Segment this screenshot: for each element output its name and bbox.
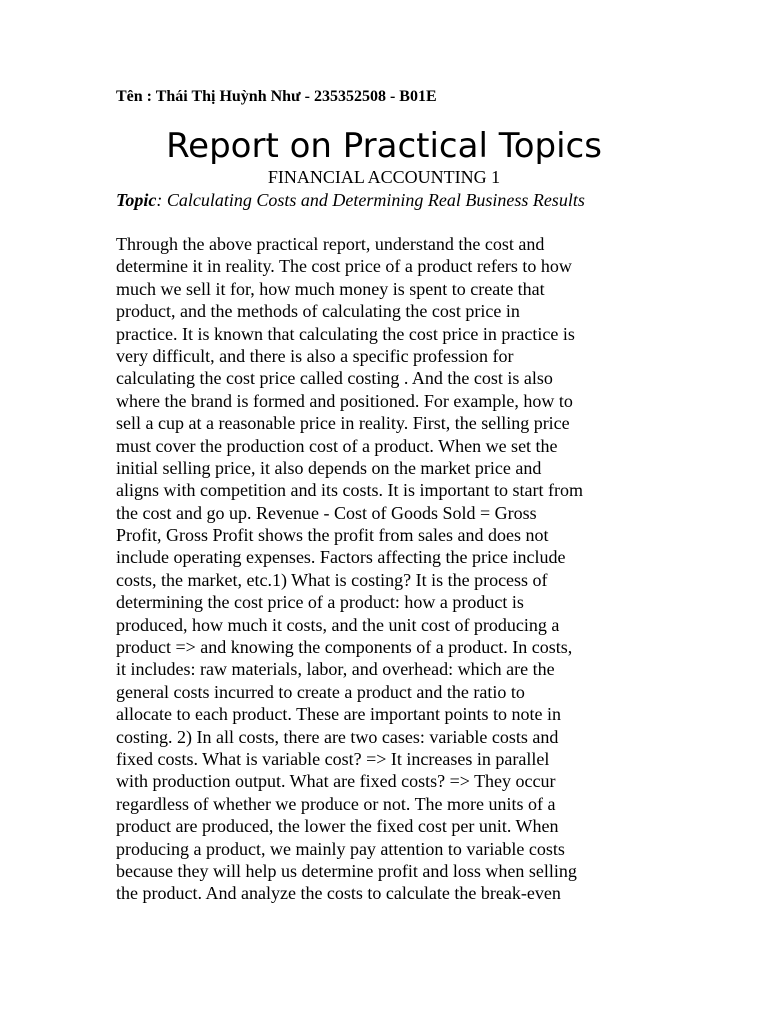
body-line: allocate to each product. These are important points to note in [116,704,562,725]
body-line: must cover the production cost of a product. When we set the [116,435,558,456]
body-line: product are produced, the lower the fixed cost per unit. When [116,816,559,837]
body-line: fixed costs. What is variable cost? => It increases in parallel [116,748,550,769]
body-line: sell a cup at a reasonable price in reality. First, the selling price [116,413,570,434]
body-line: regardless of whether we produce or not. The more units of a [116,793,556,814]
body-line: product => and knowing the components of a product. In costs, [116,637,573,658]
page-title: Report on Practical Topics [166,126,602,166]
body-line: the product. And analyze the costs to calculate the break-even [116,883,561,904]
body-line: aligns with competition and its costs. It is important to start from [116,480,583,501]
author-line: Tên : Thái Thị Huỳnh Như - 235352508 - B01E [116,88,437,105]
body-line: calculating the cost price called costing . And the cost is also [116,368,553,389]
topic-text: : Calculating Costs and Determining Real Business Results [156,190,585,210]
body-line: produced, how much it costs, and the unit cost of producing a [116,614,560,635]
body-line: determining the cost price of a product: how a product is [116,592,524,613]
body-line: Profit, Gross Profit shows the profit from sales and does not [116,525,549,546]
body-line: Through the above practical report, understand the cost and [116,234,545,254]
page-subtitle: FINANCIAL ACCOUNTING 1 [267,167,501,187]
body-line: much we sell it for, how much money is spent to create that [116,278,545,299]
body-line: very difficult, and there is also a specific profession for [116,345,514,366]
topic-line [116,189,656,211]
body-line: costs, the market, etc.1) What is costing? It is the process of [116,569,548,590]
body-line: costing. 2) In all costs, there are two cases: variable costs and [116,726,559,747]
body-text [116,233,661,905]
body-line: product, and the methods of calculating the cost price in [116,301,520,322]
body-line: practice. It is known that calculating the cost price in practice is [116,323,575,344]
body-line: because they will help us determine profit and loss when selling [116,860,577,881]
body-line: where the brand is formed and positioned. For example, how to [116,390,573,411]
body-line: it includes: raw materials, labor, and overhead: which are the [116,659,555,680]
body-line: initial selling price, it also depends on the market price and [116,457,542,478]
body-line: general costs incurred to create a product and the ratio to [116,681,525,702]
body-line: with production output. What are fixed costs? => They occur [116,771,556,792]
body-line: determine it in reality. The cost price of a product refers to how [116,256,572,277]
body-line: include operating expenses. Factors affecting the price include [116,547,566,568]
body-line: the cost and go up. Revenue - Cost of Goods Sold = Gross [116,502,537,523]
body-line: producing a product, we mainly pay attention to variable costs [116,838,565,859]
topic-label: Topic [116,190,157,210]
